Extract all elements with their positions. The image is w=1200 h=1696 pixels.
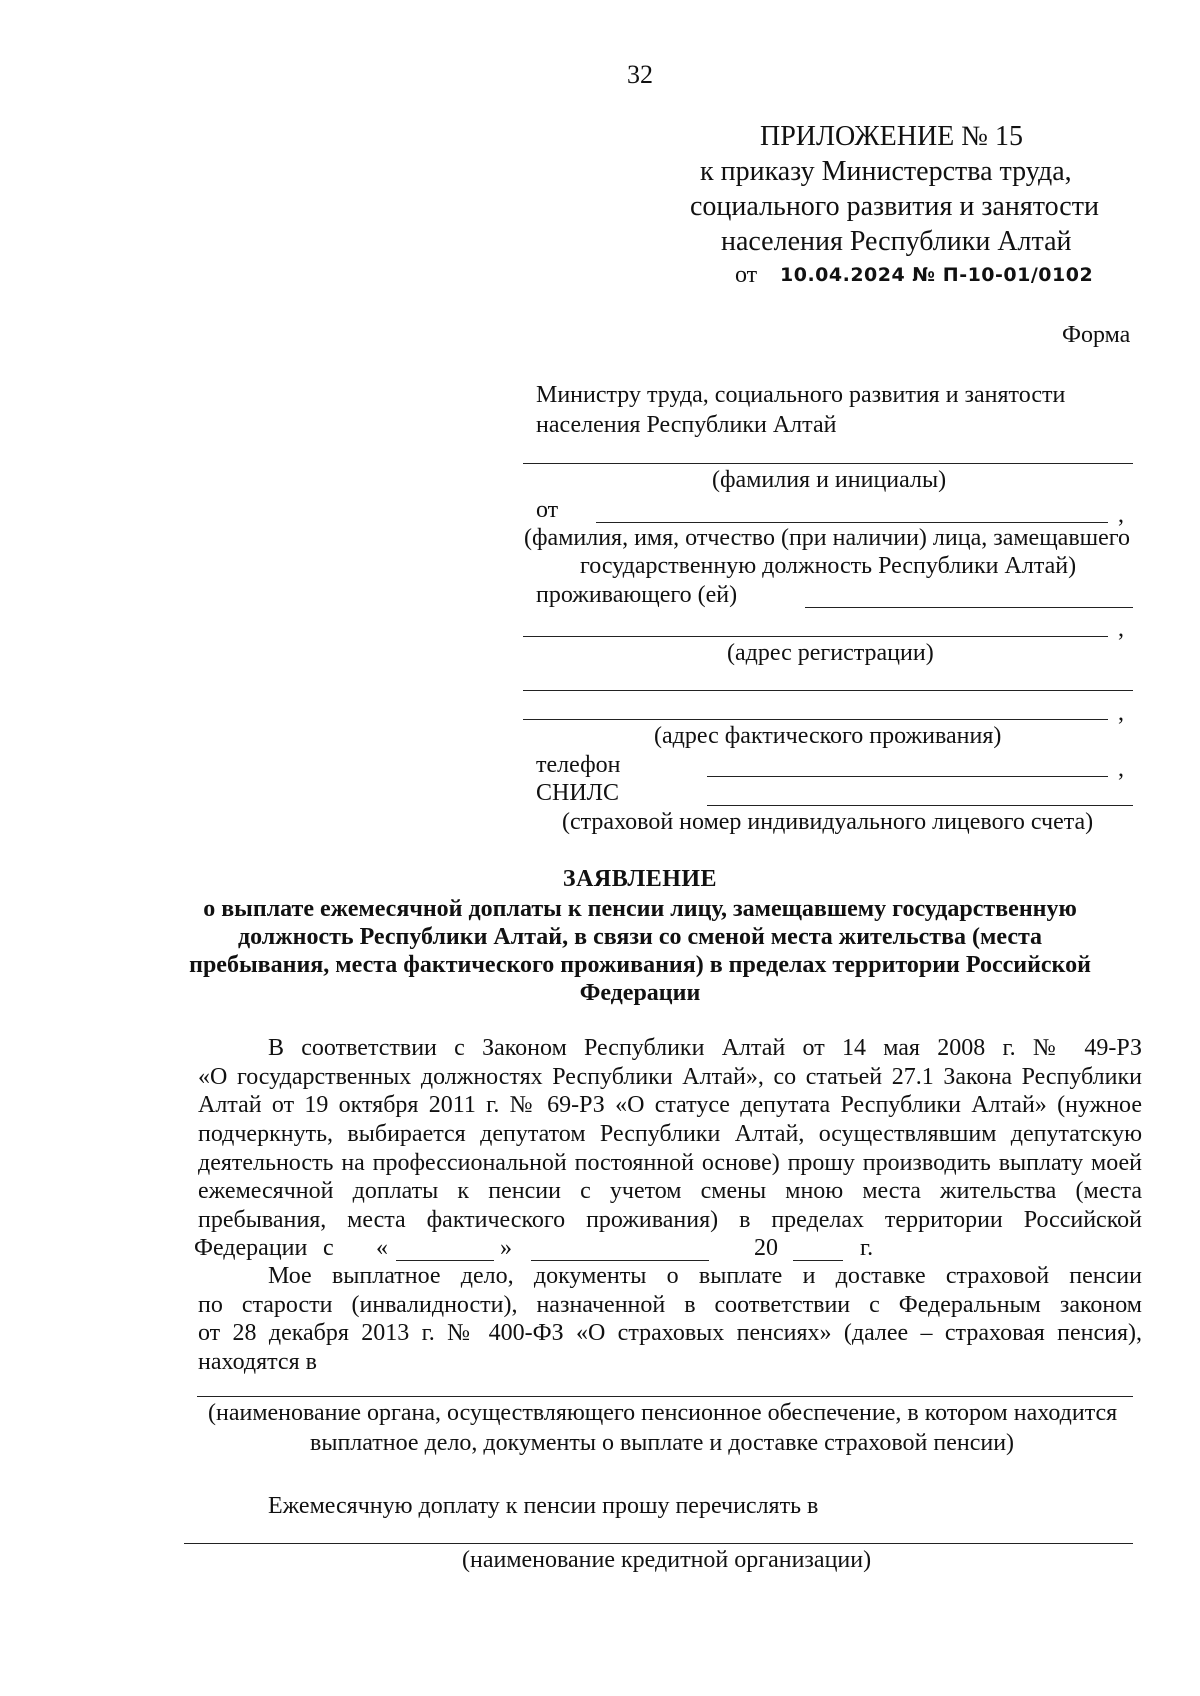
statement-subtitle-4: Федерации [579,980,701,1006]
statement-subtitle-2: должность Республики Алтай, в связи со сменой места жительства (места [237,924,1043,950]
paragraph-line: Алтай от 19 октября 2011 г. № 69-РЗ «О статусе депутата Республики Алтай» (нужное [198,1092,1142,1119]
appendix-date-prefix: от [735,262,758,288]
paragraph-line: от 28 декабря 2013 г. № 400-ФЗ «О страховых пенсиях» (далее – страховая пенсия), [198,1320,1142,1347]
phone-label: телефон [536,752,621,778]
actual-address-field-2[interactable] [523,719,1108,720]
appendix-line-3: населения Республики Алтай [721,226,1072,257]
page-number: 32 [627,60,653,89]
initials-field[interactable] [523,463,1133,464]
paragraph-pension-case [198,1262,1142,1377]
reg-address-field[interactable] [523,636,1108,637]
bank-field[interactable] [184,1543,1133,1544]
snils-field[interactable] [707,805,1133,806]
paragraph-line: подчеркнуть, выбирается депутатом Республики Алтай, осуществлявшим депутатскую [198,1121,1142,1148]
phone-field[interactable] [707,776,1108,777]
addressee-line-1: Министру труда, социального развития и занятости [536,382,1066,408]
caption-bank: (наименование кредитной организации) [462,1547,872,1573]
date-day-field[interactable] [396,1260,494,1261]
caption-snils: (страховой номер индивидуального лицевого счета) [562,809,1094,835]
caption-person-1: (фамилия, имя, отчество (при наличии) лица, замещавшего [524,525,1131,551]
paragraph-line: ежемесячной доплаты к пенсии с учетом смены мною места жительства (места [198,1178,1142,1205]
caption-reg: (адрес регистрации) [727,640,934,666]
caption-actual: (адрес фактического проживания) [654,723,1002,749]
date-quote-open: « [376,1235,388,1261]
date-month-field[interactable] [531,1260,709,1261]
pension-organ-field[interactable] [197,1396,1133,1397]
paragraph-line: по старости (инвалидности), назначенной в соответствии с Федеральным законом [198,1291,1142,1318]
reg-comma: , [1118,616,1124,642]
residing-label: проживающего (ей) [536,582,738,608]
actual-address-field-1[interactable] [523,690,1133,691]
appendix-title: ПРИЛОЖЕНИЕ № 15 [760,121,1023,152]
appendix-date-number: 10.04.2024 № П-10-01/0102 [780,264,1094,286]
date-year-field[interactable] [793,1260,843,1261]
paragraph-law-reference [198,1034,1142,1235]
form-label: Форма [1062,322,1131,348]
caption-initials: (фамилия и инициалы) [712,467,947,493]
paragraph-line: В соответствии с Законом Республики Алтай от 14 мая 2008 г. № 49-РЗ [268,1035,1142,1061]
caption-person-2: государственную должность Республики Алтай) [580,553,1077,579]
snils-label: СНИЛС [536,780,619,806]
caption-organ-2: выплатное дело, документы о выплате и доставке страховой пенсии) [310,1430,1015,1456]
transfer-text: Ежемесячную доплату к пенсии прошу перечислять в [268,1493,819,1519]
residing-field[interactable] [805,607,1133,608]
appendix-line-1: к приказу Министерства труда, [700,156,1072,187]
fio-field[interactable] [596,522,1108,523]
paragraph-line: пребывания, места фактического проживания) в пределах территории Российской [198,1207,1142,1234]
paragraph-line: находятся в [198,1349,317,1376]
date-year-suffix: г. [860,1235,874,1261]
date-federation: Федерации [194,1235,308,1261]
statement-subtitle-1: о выплате ежемесячной доплаты к пенсии лицу, замещавшему государственную [203,896,1077,922]
actual-comma: , [1118,700,1124,726]
statement-title: ЗАЯВЛЕНИЕ [562,866,718,892]
addressee-line-2: населения Республики Алтай [536,412,837,438]
from-label: от [536,497,559,523]
date-year-prefix: 20 [754,1235,778,1261]
paragraph-line: Мое выплатное дело, документы о выплате и доставке страховой пенсии [268,1263,1142,1289]
caption-organ-1: (наименование органа, осуществляющего пенсионное обеспечение, в котором находится [208,1400,1118,1426]
date-quote-close: » [500,1235,512,1261]
paragraph-line: «О государственных должностях Республики Алтай», со статьей 27.1 Закона Республики [198,1063,1142,1090]
paragraph-line: деятельность на профессиональной постоянной основе) прошу производить выплату моей [198,1149,1142,1176]
phone-comma: , [1118,756,1124,782]
fio-comma: , [1118,502,1124,528]
statement-subtitle-3: пребывания, места фактического проживания) в пределах территории Российской [189,952,1091,978]
appendix-line-2: социального развития и занятости [690,191,1099,222]
date-from: с [323,1235,334,1261]
